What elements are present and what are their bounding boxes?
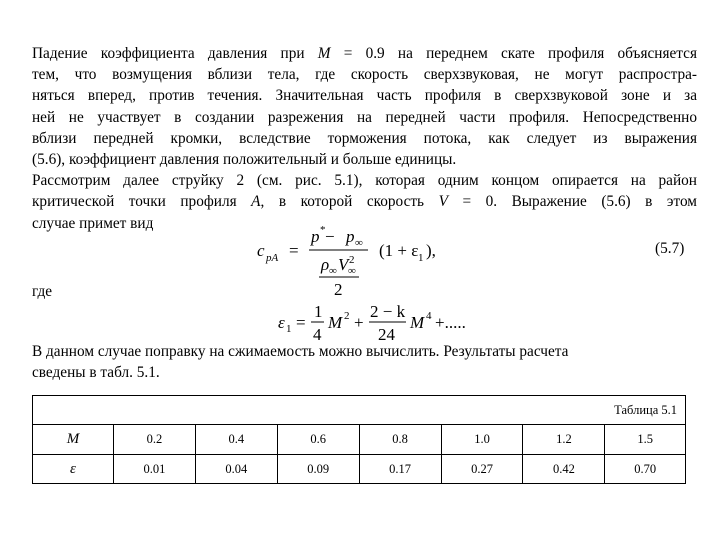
text-line: вблизи передней кромки, вследствие торможения потока, как следует из выражения bbox=[32, 129, 697, 147]
formula-num-minus: − bbox=[325, 227, 335, 246]
formula-den-two: 2 bbox=[334, 280, 343, 299]
text-line: няться вперед, против течения. Значительная часть профиля в сверхзвуковой зоне и за bbox=[32, 87, 697, 105]
formula-5-7 bbox=[255, 222, 465, 300]
formula-tail: +..... bbox=[435, 313, 466, 332]
table-cell: 0.04 bbox=[195, 455, 277, 485]
formula-plus: + bbox=[354, 313, 364, 332]
data-table bbox=[33, 424, 685, 484]
row-header-eps: ε bbox=[33, 455, 114, 485]
formula-num-inf: ∞ bbox=[355, 237, 363, 249]
table-cell: 0.2 bbox=[114, 425, 196, 455]
equation-number: (5.7) bbox=[655, 240, 685, 257]
table-cell: 0.17 bbox=[359, 455, 441, 485]
table-cell: 0.4 bbox=[195, 425, 277, 455]
paragraph-3 bbox=[32, 341, 697, 383]
table-cell: 1.2 bbox=[523, 425, 605, 455]
row-header-m: M bbox=[33, 425, 114, 455]
formula-rhs-close: ), bbox=[426, 241, 436, 260]
table-cell: 1.5 bbox=[605, 425, 685, 455]
formula-den-sq: 2 bbox=[349, 254, 355, 266]
text-line: ней не участвует в создании разрежения на передней части профиля. Непосредственно bbox=[32, 108, 697, 126]
table-row bbox=[33, 425, 685, 455]
table-cell: 0.01 bbox=[114, 455, 196, 485]
text-line: случае примет вид bbox=[32, 214, 154, 232]
formula-num-pinf: p bbox=[346, 227, 355, 246]
text-line: критической точки профиля A, в которой скорость V = 0. Выражение (5.6) в этом bbox=[32, 193, 697, 211]
formula-eps-sub: 1 bbox=[286, 323, 292, 335]
text-line: (5.6), коэффициент давления положительный и больше единицы. bbox=[32, 151, 457, 169]
table-caption: Таблица 5.1 bbox=[614, 403, 677, 417]
formula-f2-den: 24 bbox=[378, 325, 395, 344]
formula-num-p: p bbox=[311, 227, 320, 246]
table-cell: 0.42 bbox=[523, 455, 605, 485]
formula-eq: = bbox=[296, 313, 306, 332]
formula-lhs: c bbox=[257, 241, 265, 260]
formula-pow2: 2 bbox=[344, 310, 350, 322]
text-line: Падение коэффициента давления при M = 0.9 на переднем скате профиля объясняется bbox=[32, 45, 697, 62]
table-cell: 0.70 bbox=[605, 455, 685, 485]
formula-m: M bbox=[328, 313, 343, 332]
formula-den-rho-inf: ∞ bbox=[329, 265, 337, 277]
formula-eq: = bbox=[289, 241, 299, 260]
table-cell: 1.0 bbox=[441, 425, 523, 455]
formula-num-star: * bbox=[320, 224, 326, 236]
formula-lhs-sub: pA bbox=[266, 252, 279, 264]
text-line: Рассмотрим далее струйку 2 (см. рис. 5.1), которая одним концом опирается на район bbox=[32, 172, 697, 190]
formula-eps: ε bbox=[278, 313, 285, 332]
table-cell: 0.27 bbox=[441, 455, 523, 485]
paragraph-1 bbox=[32, 43, 697, 234]
formula-f2-num: 2 − k bbox=[370, 302, 406, 321]
formula-m: M bbox=[410, 313, 425, 332]
formula-rhs-sub: 1 bbox=[418, 252, 424, 264]
table-cell: 0.6 bbox=[277, 425, 359, 455]
table-row bbox=[33, 455, 685, 485]
text-line: сведены в табл. 5.1. bbox=[32, 364, 160, 382]
text-line: тем, что возмущения вблизи тела, где скорость сверхзвуковая, не могут распростра- bbox=[32, 66, 697, 84]
formula-den-v: V bbox=[338, 255, 349, 274]
formula-rhs: (1 + ε bbox=[379, 241, 419, 260]
formula-f1-den: 4 bbox=[313, 325, 322, 344]
formula-pow4: 4 bbox=[426, 310, 432, 322]
text-line: В данном случае поправку на сжимаемость можно вычислить. Результаты расчета bbox=[32, 343, 569, 360]
formula-den-v-inf: ∞ bbox=[348, 265, 356, 277]
where-label: где bbox=[32, 283, 53, 300]
formula-epsilon bbox=[276, 300, 486, 346]
table-5-1 bbox=[32, 395, 686, 484]
formula-den-rho: ρ bbox=[321, 255, 330, 274]
table-cell: 0.8 bbox=[359, 425, 441, 455]
formula-f1-num: 1 bbox=[314, 302, 323, 321]
table-cell: 0.09 bbox=[277, 455, 359, 485]
